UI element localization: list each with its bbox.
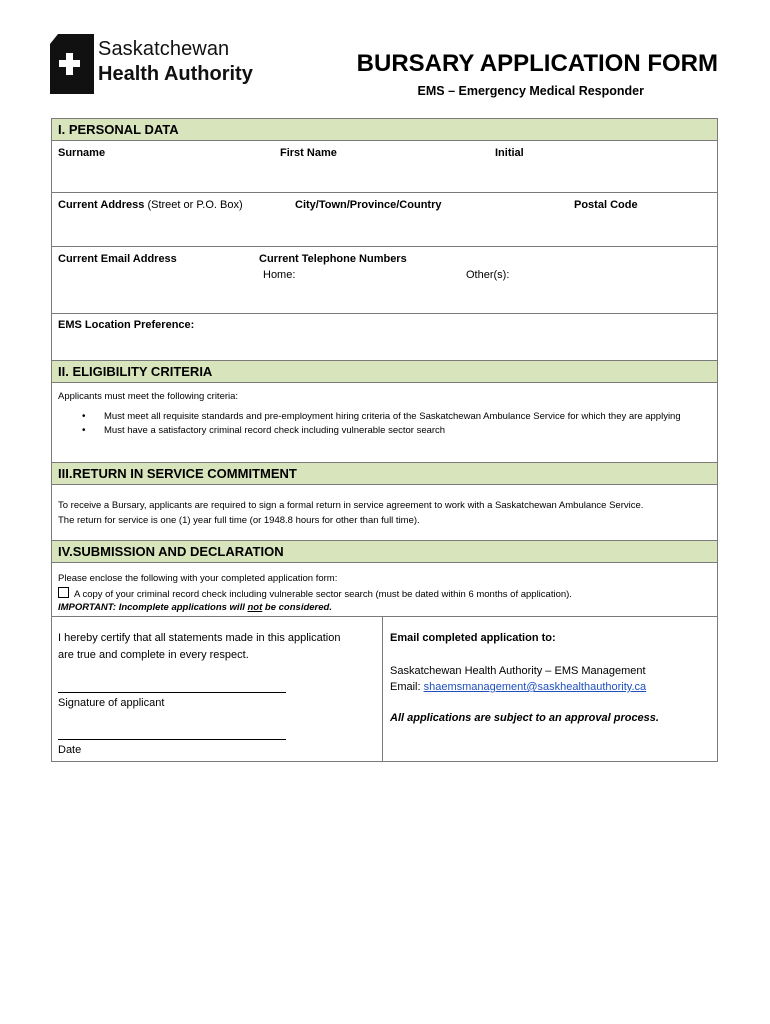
surname-field[interactable]: Surname bbox=[58, 147, 106, 159]
criminal-check-item bbox=[58, 587, 572, 600]
form-title: BURSARY APPLICATION FORM bbox=[356, 50, 718, 77]
name-row bbox=[52, 141, 717, 193]
section-personal-data-heading: I. PERSONAL DATA bbox=[52, 119, 717, 141]
email-label: Email: bbox=[390, 681, 424, 693]
date-line[interactable] bbox=[58, 739, 286, 740]
sha-logo-mark-icon bbox=[50, 34, 94, 94]
return-service-line1: To receive a Bursary, applicants are required to sign a formal return in service agreement to work with a Saskatchewan Ambulance Service. bbox=[58, 500, 644, 511]
eligibility-intro: Applicants must meet the following criteria: bbox=[58, 391, 239, 402]
criteria-list bbox=[82, 410, 684, 438]
logo-org-line1: Saskatchewan bbox=[98, 38, 230, 60]
criteria-item: • Must meet all requisite standards and pre-employment hiring criteria of the Saskatchewan Ambulance Service for which they are applying bbox=[82, 410, 684, 424]
form-subtitle: EMS – Emergency Medical Responder bbox=[417, 84, 644, 98]
section-eligibility-heading: II. ELIGIBILITY CRITERIA bbox=[52, 361, 717, 383]
section-submission-heading: IV.SUBMISSION AND DECLARATION bbox=[52, 541, 717, 563]
certify-line1: I hereby certify that all statements made in this application bbox=[58, 632, 341, 644]
location-row bbox=[52, 314, 717, 361]
address-hint: (Street or P.O. Box) bbox=[144, 199, 243, 211]
city-field[interactable]: City/Town/Province/Country bbox=[295, 199, 442, 211]
important-note bbox=[58, 602, 332, 613]
submission-body bbox=[52, 563, 717, 617]
postal-code-field[interactable]: Postal Code bbox=[574, 199, 638, 211]
certify-line2: are true and complete in every respect. bbox=[58, 649, 249, 661]
address-label: Current Address bbox=[58, 199, 145, 211]
declaration-divider bbox=[382, 617, 383, 761]
return-service-line2: The return for service is one (1) year full time (or 1948.8 hours for other than full time). bbox=[58, 515, 420, 526]
home-phone-field[interactable]: Home: bbox=[263, 269, 296, 281]
return-service-body bbox=[52, 485, 717, 541]
address-field[interactable] bbox=[58, 199, 243, 211]
location-preference-field[interactable]: EMS Location Preference: bbox=[58, 319, 195, 331]
approval-note: All applications are subject to an approval process. bbox=[390, 712, 659, 724]
email-heading: Email completed application to: bbox=[390, 632, 556, 644]
contact-row bbox=[52, 247, 717, 314]
address-row bbox=[52, 193, 717, 247]
section-return-service-heading: III.RETURN IN SERVICE COMMITMENT bbox=[52, 463, 717, 485]
initial-field[interactable]: Initial bbox=[495, 147, 524, 159]
signature-label: Signature of applicant bbox=[58, 697, 165, 709]
other-phone-field[interactable]: Other(s): bbox=[466, 269, 510, 281]
criminal-check-checkbox[interactable] bbox=[58, 587, 69, 598]
criteria-item: • Must have a satisfactory criminal record check including vulnerable sector search bbox=[82, 424, 684, 438]
email-field[interactable]: Current Email Address bbox=[58, 253, 177, 265]
date-label: Date bbox=[58, 744, 82, 756]
criminal-check-label: A copy of your criminal record check including vulnerable sector search (must be dated within 6 months of application). bbox=[74, 589, 572, 600]
recipient-email bbox=[390, 681, 646, 693]
sha-logo bbox=[50, 34, 280, 96]
email-link[interactable]: shaemsmanagement@saskhealthauthority.ca bbox=[423, 681, 647, 693]
eligibility-body bbox=[52, 383, 717, 463]
submission-intro: Please enclose the following with your completed application form: bbox=[58, 573, 338, 584]
declaration-row bbox=[52, 617, 717, 761]
telephone-label: Current Telephone Numbers bbox=[259, 253, 407, 265]
important-text-end: be considered. bbox=[262, 602, 332, 613]
application-form bbox=[51, 118, 718, 762]
logo-org-line2: Health Authority bbox=[98, 63, 253, 85]
important-not: not bbox=[247, 602, 263, 613]
important-text: IMPORTANT: Incomplete applications will bbox=[58, 602, 248, 613]
signature-line[interactable] bbox=[58, 692, 286, 693]
recipient-org: Saskatchewan Health Authority – EMS Management bbox=[390, 665, 646, 677]
first-name-field[interactable]: First Name bbox=[280, 147, 337, 159]
